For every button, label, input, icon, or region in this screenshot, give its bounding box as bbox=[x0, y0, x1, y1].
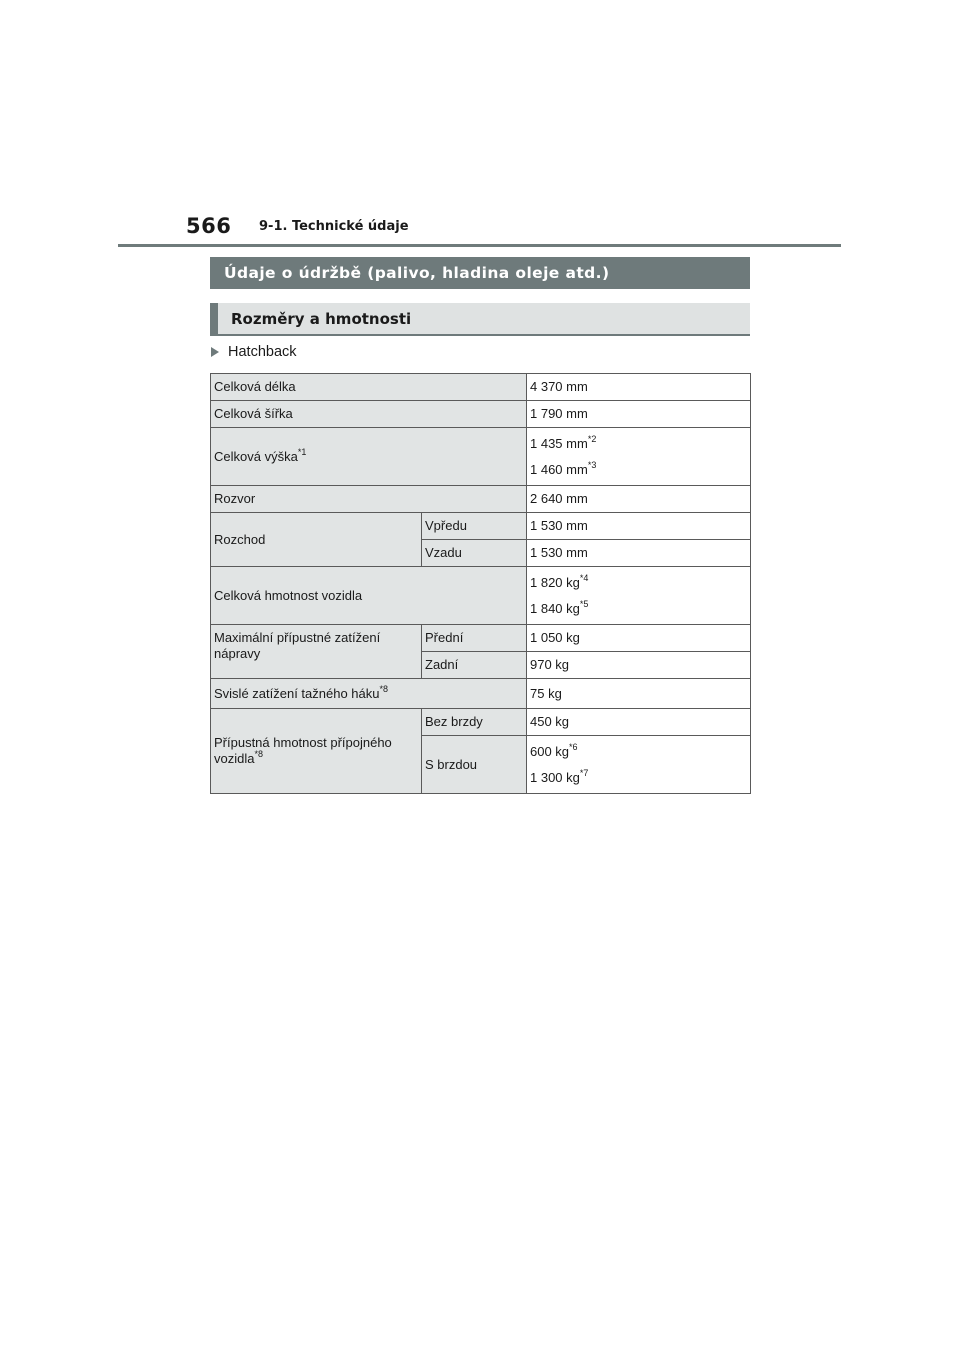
trailer-braked-value-2: 1 300 kg bbox=[530, 769, 580, 785]
footnote-ref: *5 bbox=[579, 598, 589, 609]
chapter-title: 9-1. Technické údaje bbox=[259, 219, 409, 234]
gross-weight-value-2: 1 840 kg bbox=[530, 600, 580, 616]
table-row bbox=[211, 486, 751, 513]
table-row bbox=[211, 428, 751, 486]
triangle-bullet-icon bbox=[211, 347, 219, 357]
row-label-towbar-load bbox=[211, 679, 527, 709]
row-label-axle-load: Maximální přípustné zatížení nápravy bbox=[211, 625, 422, 679]
footnote-ref: *8 bbox=[379, 683, 389, 694]
table-row bbox=[211, 401, 751, 428]
overall-height-label: Celková výška bbox=[214, 448, 298, 464]
towbar-load-label: Svislé zatížení tažného háku bbox=[214, 685, 380, 701]
variant-label: Hatchback bbox=[228, 344, 297, 360]
footnote-ref: *4 bbox=[579, 572, 589, 583]
value-gross-weight bbox=[527, 567, 751, 625]
table-row bbox=[211, 679, 751, 709]
row-label-gross-weight: Celková hmotnost vozidla bbox=[211, 567, 527, 625]
value-tread-rear: 1 530 mm bbox=[527, 540, 751, 567]
row-label-trailer bbox=[211, 709, 422, 794]
row-label-tread: Rozchod bbox=[211, 513, 422, 567]
row-label-overall-height bbox=[211, 428, 527, 486]
variant-heading bbox=[211, 344, 297, 360]
overall-height-value-2: 1 460 mm bbox=[530, 461, 588, 477]
footnote-ref: *1 bbox=[297, 446, 307, 457]
subsection-title: Rozměry a hmotnosti bbox=[231, 309, 412, 328]
value-overall-length: 4 370 mm bbox=[527, 374, 751, 401]
sub-label-axle-rear: Zadní bbox=[422, 652, 527, 679]
header-divider bbox=[118, 244, 841, 247]
table-row bbox=[211, 625, 751, 652]
row-label-overall-width: Celková šířka bbox=[211, 401, 527, 428]
overall-height-value-1: 1 435 mm bbox=[530, 435, 588, 451]
value-wheelbase: 2 640 mm bbox=[527, 486, 751, 513]
gross-weight-value-1: 1 820 kg bbox=[530, 574, 580, 590]
specifications-table bbox=[210, 373, 751, 794]
value-towbar-load: 75 kg bbox=[527, 679, 751, 709]
row-label-wheelbase: Rozvor bbox=[211, 486, 527, 513]
value-trailer-unbraked: 450 kg bbox=[527, 709, 751, 736]
value-overall-width: 1 790 mm bbox=[527, 401, 751, 428]
sub-label-axle-front: Přední bbox=[422, 625, 527, 652]
sub-label-tread-rear: Vzadu bbox=[422, 540, 527, 567]
footnote-ref: *7 bbox=[579, 767, 589, 778]
table-row bbox=[211, 513, 751, 540]
table-row bbox=[211, 567, 751, 625]
section-heading bbox=[210, 257, 750, 289]
section-title: Údaje o údržbě (palivo, hladina oleje atd.) bbox=[224, 264, 610, 282]
value-trailer-braked bbox=[527, 736, 751, 794]
row-label-overall-length: Celková délka bbox=[211, 374, 527, 401]
footnote-ref: *2 bbox=[587, 433, 597, 444]
trailer-label: Přípustná hmotnost přípojného vozidla bbox=[214, 735, 392, 766]
sub-label-tread-front: Vpředu bbox=[422, 513, 527, 540]
page-number: 566 bbox=[186, 214, 232, 238]
table-row bbox=[211, 374, 751, 401]
subsection-heading bbox=[210, 303, 750, 336]
sub-label-trailer-unbraked: Bez brzdy bbox=[422, 709, 527, 736]
value-tread-front: 1 530 mm bbox=[527, 513, 751, 540]
footnote-ref: *6 bbox=[569, 741, 578, 752]
footnote-ref: *8 bbox=[254, 749, 263, 759]
footnote-ref: *3 bbox=[587, 459, 597, 470]
value-axle-front: 1 050 kg bbox=[527, 625, 751, 652]
table-row bbox=[211, 709, 751, 736]
trailer-braked-value-1: 600 kg bbox=[530, 743, 570, 759]
sub-label-trailer-braked: S brzdou bbox=[422, 736, 527, 794]
value-overall-height bbox=[527, 428, 751, 486]
value-axle-rear: 970 kg bbox=[527, 652, 751, 679]
